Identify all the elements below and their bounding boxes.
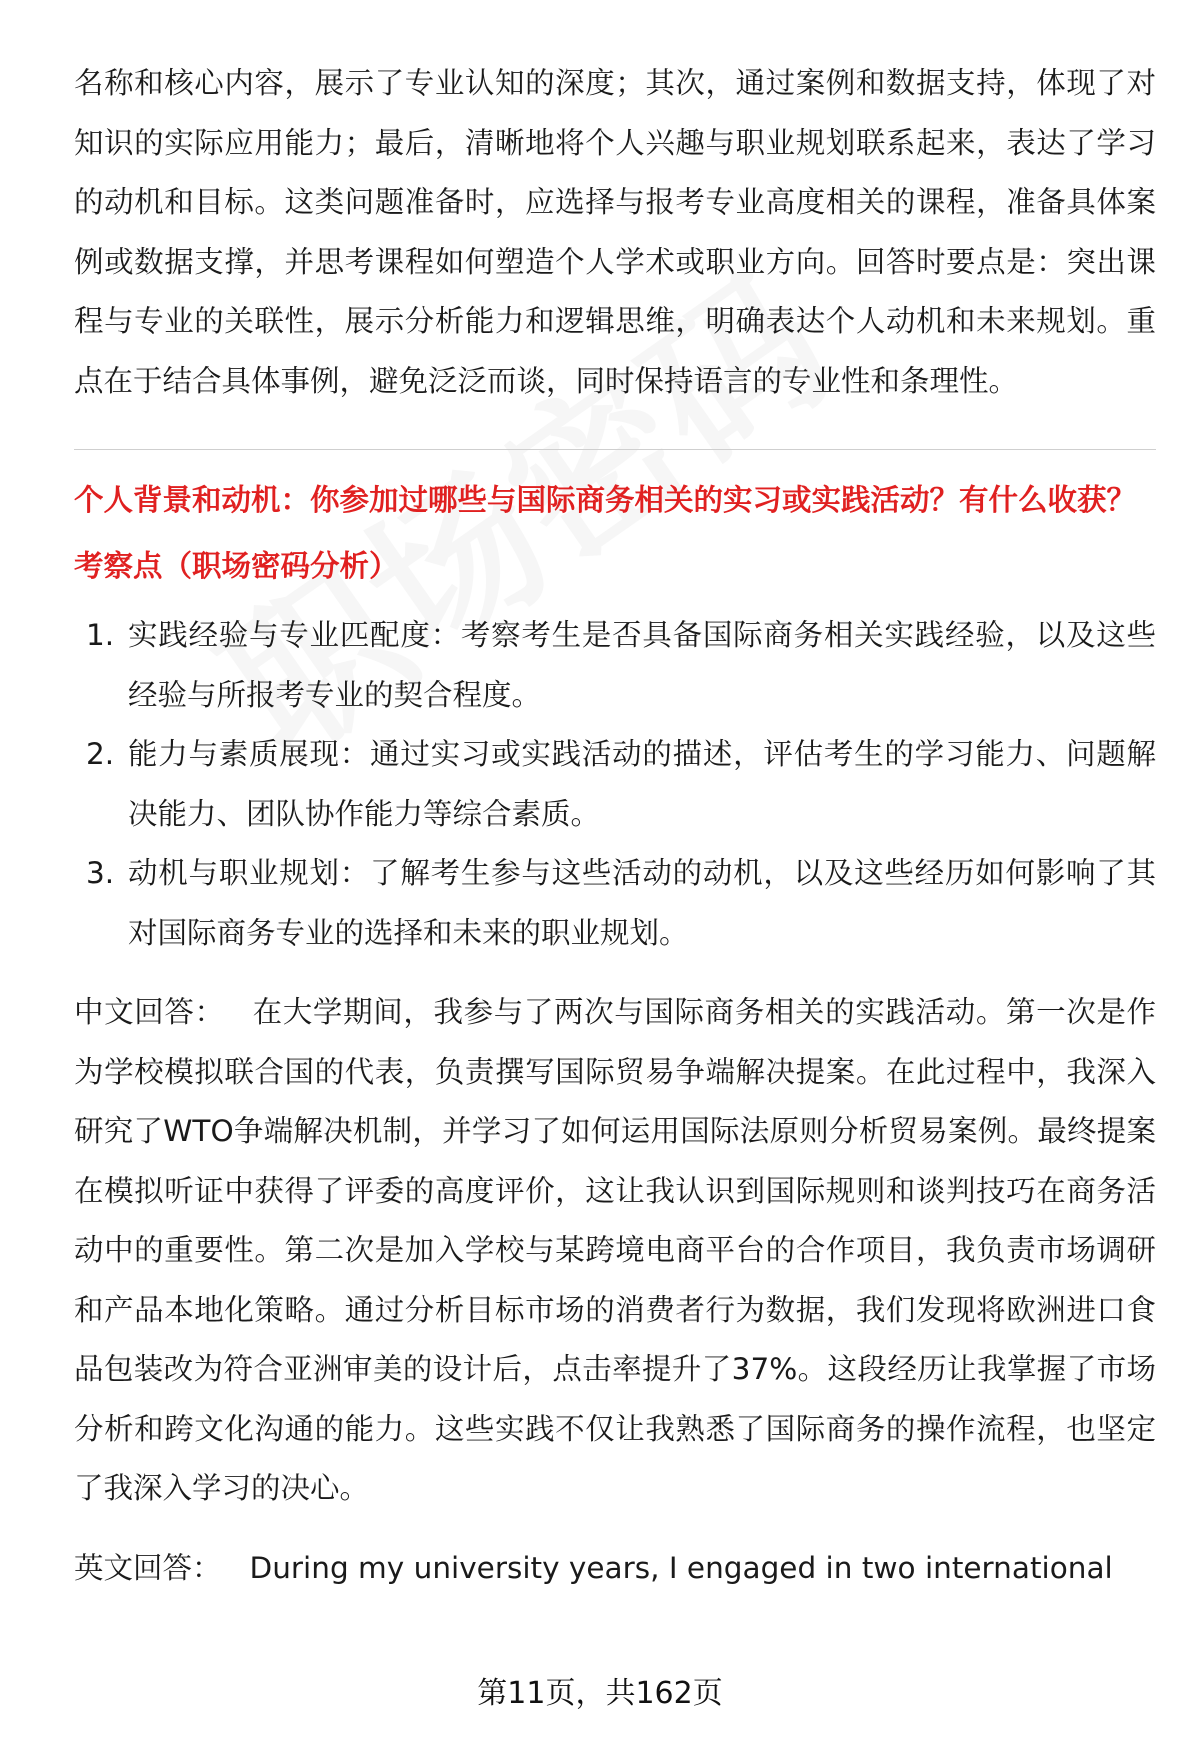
section-divider [74, 449, 1156, 450]
chinese-answer [74, 983, 1156, 1519]
list-text: 实践经验与专业匹配度：考察考生是否具备国际商务相关实践经验，以及这些经验与所报考专业的契合程度。 [128, 618, 1156, 712]
list-text: 动机与职业规划：了解考生参与这些活动的动机，以及这些经历如何影响了其对国际商务专业的选择和未来的职业规划。 [128, 856, 1156, 950]
list-number: 2. [86, 737, 115, 771]
list-number: 3. [86, 856, 115, 890]
intro-paragraph: 名称和核心内容，展示了专业认知的深度；其次，通过案例和数据支持，体现了对知识的实际应用能力；最后，清晰地将个人兴趣与职业规划联系起来，表达了学习的动机和目标。这类问题准备时，应选择与报考专业高度相关的课程，准备具体案例或数据支撑，并思考课程如何塑造个人学术或职业方向。回答时要点是：突出课程与专业的关联性，展示分析能力和逻辑思维，明确表达个人动机和未来规划。重点在于结合具体事例，避免泛泛而谈，同时保持语言的专业性和条理性。 [74, 66, 1156, 398]
page-footer: 第11页，共162页 [477, 1676, 723, 1711]
list-item [74, 606, 1156, 725]
question-heading: 个人背景和动机：你参加过哪些与国际商务相关的实习或实践活动？有什么收获？ [74, 483, 1137, 517]
assessment-list [74, 606, 1156, 963]
assessment-heading: 考察点（职场密码分析） [74, 549, 399, 583]
list-item [74, 725, 1156, 844]
english-answer-label: 英文回答： [74, 1550, 222, 1585]
english-answer [74, 1539, 1156, 1599]
document-page [74, 54, 1156, 1598]
list-text: 能力与素质展现：通过实习或实践活动的描述，评估考生的学习能力、问题解决能力、团队协作能力等综合素质。 [128, 737, 1156, 831]
chinese-answer-label: 中文回答： [74, 995, 225, 1029]
chinese-answer-text: 在大学期间，我参与了两次与国际商务相关的实践活动。第一次是作为学校模拟联合国的代表，负责撰写国际贸易争端解决提案。在此过程中，我深入研究了WTO争端解决机制，并学习了如何运用国际法原则分析贸易案例。最终提案在模拟听证中获得了评委的高度评价，这让我认识到国际规则和谈判技巧在商务活动中的重要性。第二次是加入学校与某跨境电商平台的合作项目，我负责市场调研和产品本地化策略。通过分析目标市场的消费者行为数据，我们发现将欧洲进口食品包装改为符合亚洲审美的设计后，点击率提升了37%。这段经历让我掌握了市场分析和跨文化沟通的能力。这些实践不仅让我熟悉了国际商务的操作流程，也坚定了我深入学习的决心。 [74, 995, 1156, 1505]
list-number: 1. [86, 618, 115, 652]
english-answer-text: During my university years, I engaged in two international [249, 1550, 1113, 1585]
list-item [74, 844, 1156, 963]
